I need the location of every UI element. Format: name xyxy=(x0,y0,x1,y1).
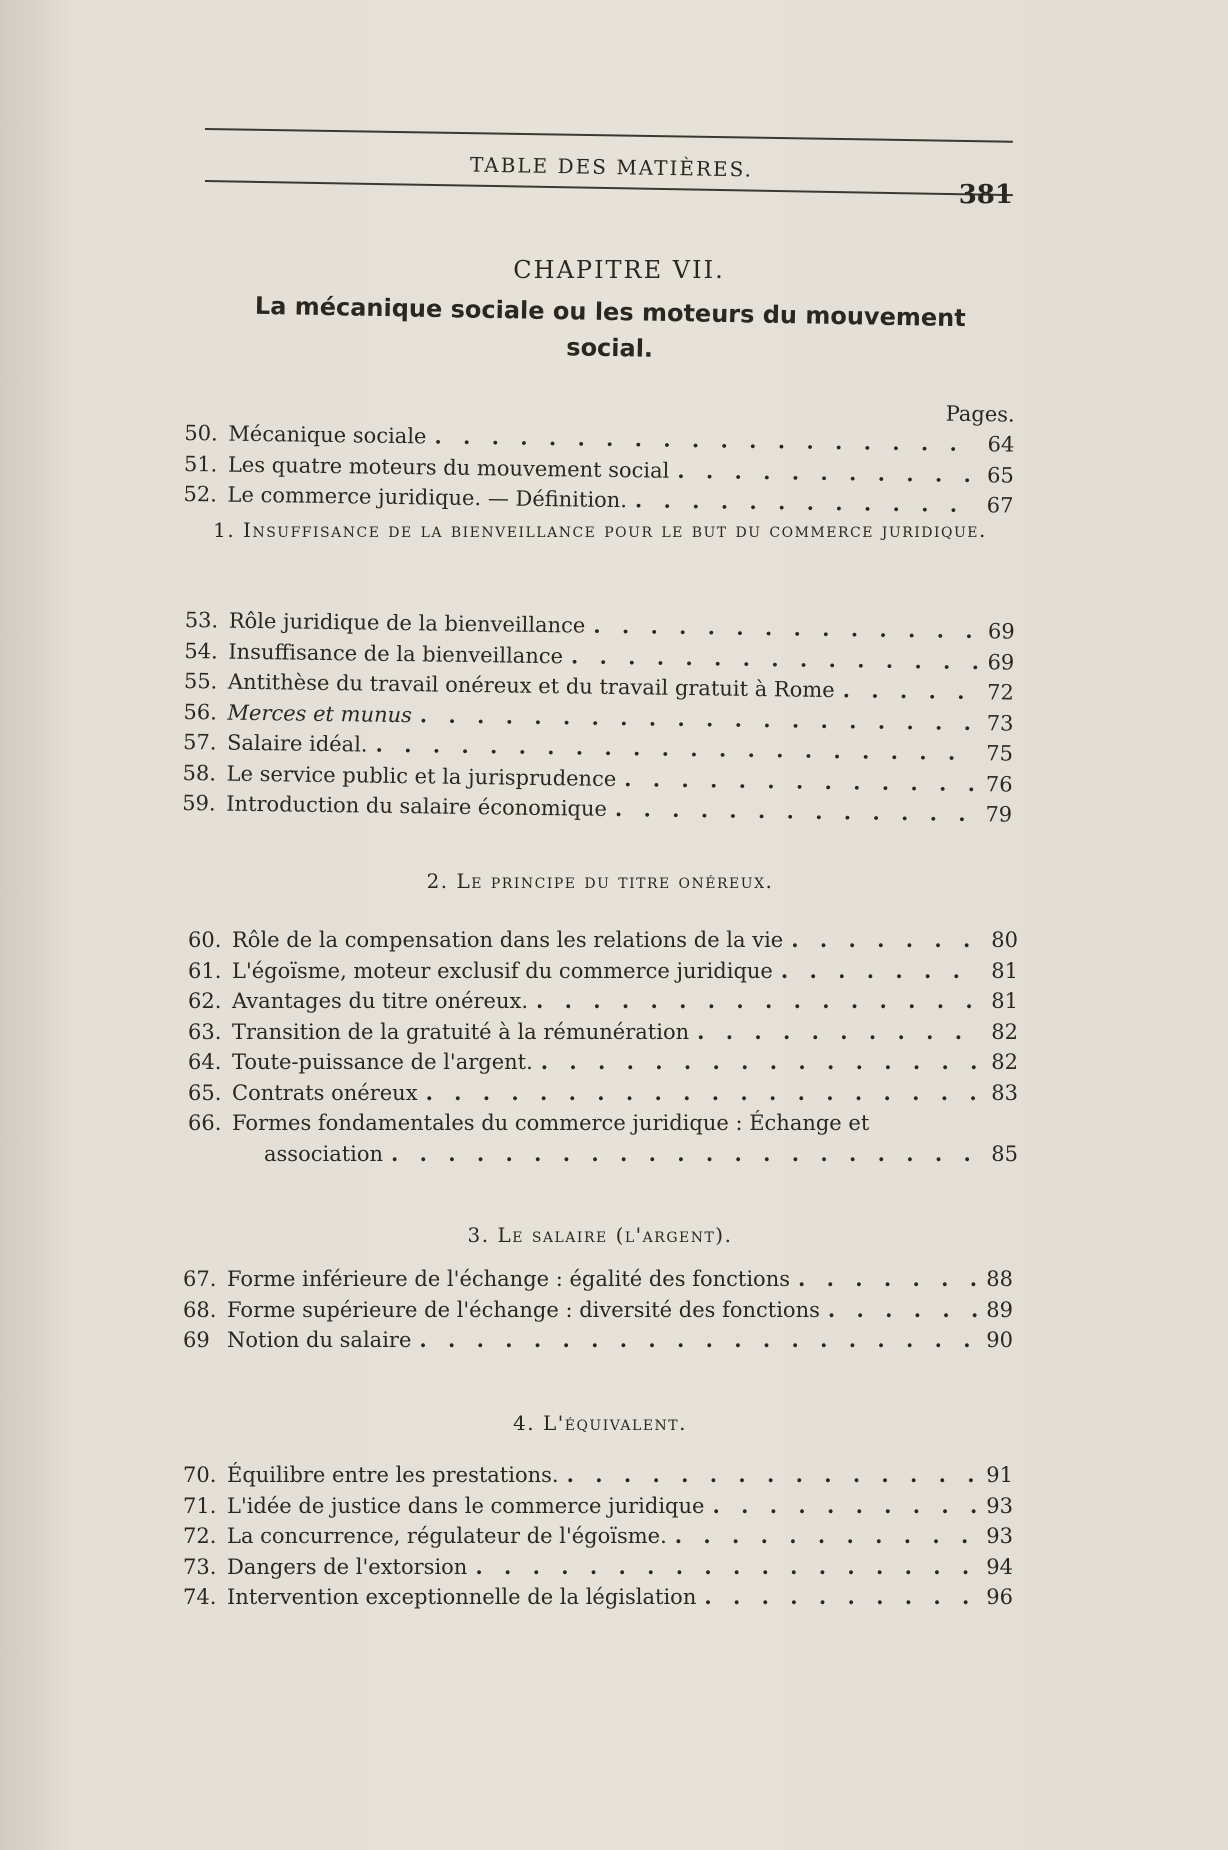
entry-page: 85 xyxy=(991,1141,1018,1166)
entry-number: 72. xyxy=(183,1524,217,1548)
entry-page: 82 xyxy=(991,1019,1018,1044)
entry-title: Rôle de la compensation dans les relations de la vie xyxy=(232,928,784,952)
leader-dots xyxy=(615,794,977,830)
leader-dots xyxy=(677,455,978,490)
entry-title-continuation: association xyxy=(264,1141,384,1166)
entry-title: Forme supérieure de l'échange : diversité des fonctions xyxy=(227,1297,820,1322)
page-number: 381 xyxy=(958,180,1013,210)
leader-dots xyxy=(675,1521,977,1552)
entry-title: Merces et munus xyxy=(227,700,413,727)
leader-dots xyxy=(419,1325,977,1356)
entry-title: Intervention exceptionnelle de la législation xyxy=(227,1585,697,1609)
toc-entry xyxy=(183,1325,1013,1356)
toc-section-4 xyxy=(183,1460,1013,1613)
toc-section-2 xyxy=(188,925,1018,1169)
entry-page: 91 xyxy=(986,1463,1013,1487)
running-head xyxy=(205,128,1013,228)
header-rule-top xyxy=(205,128,1013,143)
entry-title: Avantages du titre onéreux. xyxy=(232,989,528,1013)
entry-title: Équilibre entre les prestations. xyxy=(227,1463,559,1487)
entry-title: Insuffisance de la bienveillance xyxy=(228,639,564,668)
entry-number: 52. xyxy=(183,481,218,507)
toc-entry xyxy=(188,1108,1018,1169)
entry-number: 54. xyxy=(184,638,218,663)
toc-entry xyxy=(188,1047,1018,1078)
leader-dots xyxy=(842,675,978,707)
header-rule-bottom xyxy=(205,180,1013,196)
entry-number: 51. xyxy=(183,451,218,476)
leader-dots xyxy=(426,1078,982,1109)
entry-title: Transition de la gratuité à la rémunération xyxy=(232,1019,690,1044)
section-heading: 3. Le salaire (l'argent). xyxy=(467,1223,733,1247)
entry-page: 93 xyxy=(986,1493,1013,1518)
entry-page: 76 xyxy=(985,771,1013,797)
entry-page: 72 xyxy=(986,680,1015,705)
entry-number: 50. xyxy=(184,420,218,446)
entry-title: Mécanique sociale xyxy=(228,421,427,449)
entry-title: Contrats onéreux xyxy=(232,1080,418,1105)
toc-entry xyxy=(188,1017,1018,1048)
leader-dots xyxy=(791,925,982,956)
section-heading: 4. L'équivalent. xyxy=(513,1411,687,1435)
entry-number: 63. xyxy=(188,1019,222,1044)
entry-page: 94 xyxy=(986,1554,1013,1579)
chapter-title: La mécanique sociale ou les moteurs du mouvement social. xyxy=(254,291,966,363)
leader-dots xyxy=(541,1047,982,1078)
toc-entry xyxy=(183,1521,1013,1552)
entry-page: 81 xyxy=(991,958,1018,983)
entry-number: 53. xyxy=(184,607,219,633)
entry-title: Les quatre moteurs du mouvement social xyxy=(227,452,670,483)
entry-number: 55. xyxy=(183,668,218,694)
leader-dots xyxy=(798,1264,977,1295)
pages-label: Pages. xyxy=(945,401,1015,427)
leader-dots xyxy=(781,956,982,987)
entry-page: 69 xyxy=(987,619,1015,644)
entry-page: 83 xyxy=(991,1080,1018,1105)
entry-page: 96 xyxy=(986,1585,1013,1609)
toc-section-1 xyxy=(182,605,1015,830)
entry-number: 66. xyxy=(188,1111,222,1135)
entry-title: Le service public et la jurisprudence xyxy=(226,761,617,791)
toc-entry xyxy=(183,1552,1013,1583)
entry-page: 93 xyxy=(986,1524,1013,1548)
entry-title: Formes fondamentales du commerce juridique : Échange et xyxy=(232,1111,870,1135)
toc-entry xyxy=(188,925,1018,956)
section-heading: 2. Le principe du titre onéreux. xyxy=(426,869,774,893)
entry-number: 57. xyxy=(182,729,217,755)
entry-number: 59. xyxy=(182,790,216,816)
entry-page: 89 xyxy=(986,1297,1013,1322)
entry-number: 70. xyxy=(183,1463,217,1487)
entry-page: 88 xyxy=(986,1267,1013,1291)
toc-entry xyxy=(183,1460,1013,1491)
entry-number: 69 xyxy=(183,1328,210,1352)
entry-number: 74. xyxy=(183,1585,217,1609)
toc-entry xyxy=(188,1078,1018,1109)
entry-page: 65 xyxy=(986,462,1015,488)
toc-entry xyxy=(183,1582,1013,1613)
entry-title: Dangers de l'extorsion xyxy=(227,1554,468,1579)
entry-title: Toute-puissance de l'argent. xyxy=(232,1050,533,1074)
entry-title: L'idée de justice dans le commerce juridique xyxy=(227,1493,705,1518)
toc-entry xyxy=(188,956,1018,987)
entry-page: 82 xyxy=(991,1050,1018,1074)
toc-intro xyxy=(183,388,1015,521)
entry-page: 64 xyxy=(987,432,1015,457)
entry-page: 69 xyxy=(987,649,1015,675)
entry-number: 73. xyxy=(183,1554,217,1579)
entry-number: 71. xyxy=(183,1493,217,1518)
entry-title: La concurrence, régulateur de l'égoïsme. xyxy=(227,1524,667,1548)
running-head-title: TABLE DES MATIÈRES. xyxy=(469,152,754,182)
entry-number: 60. xyxy=(188,928,222,952)
leader-dots xyxy=(536,986,982,1017)
leader-dots xyxy=(624,764,977,799)
entry-number: 61. xyxy=(188,958,222,983)
entry-page: 73 xyxy=(986,710,1014,736)
leader-dots xyxy=(828,1295,977,1326)
entry-title: Forme inférieure de l'échange : égalité des fonctions xyxy=(227,1267,790,1291)
entry-title: Introduction du salaire économique xyxy=(226,791,608,821)
toc-section-3 xyxy=(183,1264,1013,1356)
leader-dots xyxy=(475,1552,977,1583)
entry-title: Rôle juridique de la bienveillance xyxy=(228,608,586,638)
entry-number: 62. xyxy=(188,989,222,1013)
toc-entry xyxy=(183,1264,1013,1295)
entry-page: 81 xyxy=(991,989,1018,1013)
toc-entry xyxy=(183,1491,1013,1522)
entry-title: Notion du salaire xyxy=(227,1328,412,1352)
entry-title: Le commerce juridique. — Définition. xyxy=(227,482,628,513)
leader-dots xyxy=(712,1491,977,1522)
entry-number: 58. xyxy=(182,760,217,785)
leader-dots xyxy=(567,1460,977,1491)
entry-title: L'égoïsme, moteur exclusif du commerce juridique xyxy=(232,958,773,983)
entry-page: 90 xyxy=(986,1328,1013,1352)
entry-number: 67. xyxy=(183,1267,217,1291)
entry-number: 65. xyxy=(188,1080,222,1105)
entry-number: 56. xyxy=(183,699,218,724)
chapter-label: CHAPITRE VII. xyxy=(513,256,725,284)
toc-entry xyxy=(188,986,1018,1017)
entry-number: 64. xyxy=(188,1050,222,1074)
section-heading: 1. Insuffisance de la bienveillance pour le but du commerce juridique. xyxy=(213,518,987,542)
entry-page: 67 xyxy=(986,493,1014,518)
leader-dots xyxy=(391,1139,982,1170)
entry-page: 79 xyxy=(985,802,1013,827)
entry-title: Salaire idéal. xyxy=(226,730,368,757)
toc-entry xyxy=(183,1295,1013,1326)
leader-dots xyxy=(704,1582,977,1613)
leader-dots xyxy=(697,1017,982,1048)
entry-number: 68. xyxy=(183,1297,217,1322)
entry-page: 80 xyxy=(991,928,1018,952)
entry-title: Antithèse du travail onéreux et du travail gratuit à Rome xyxy=(227,669,835,703)
entry-page: 75 xyxy=(986,741,1014,766)
